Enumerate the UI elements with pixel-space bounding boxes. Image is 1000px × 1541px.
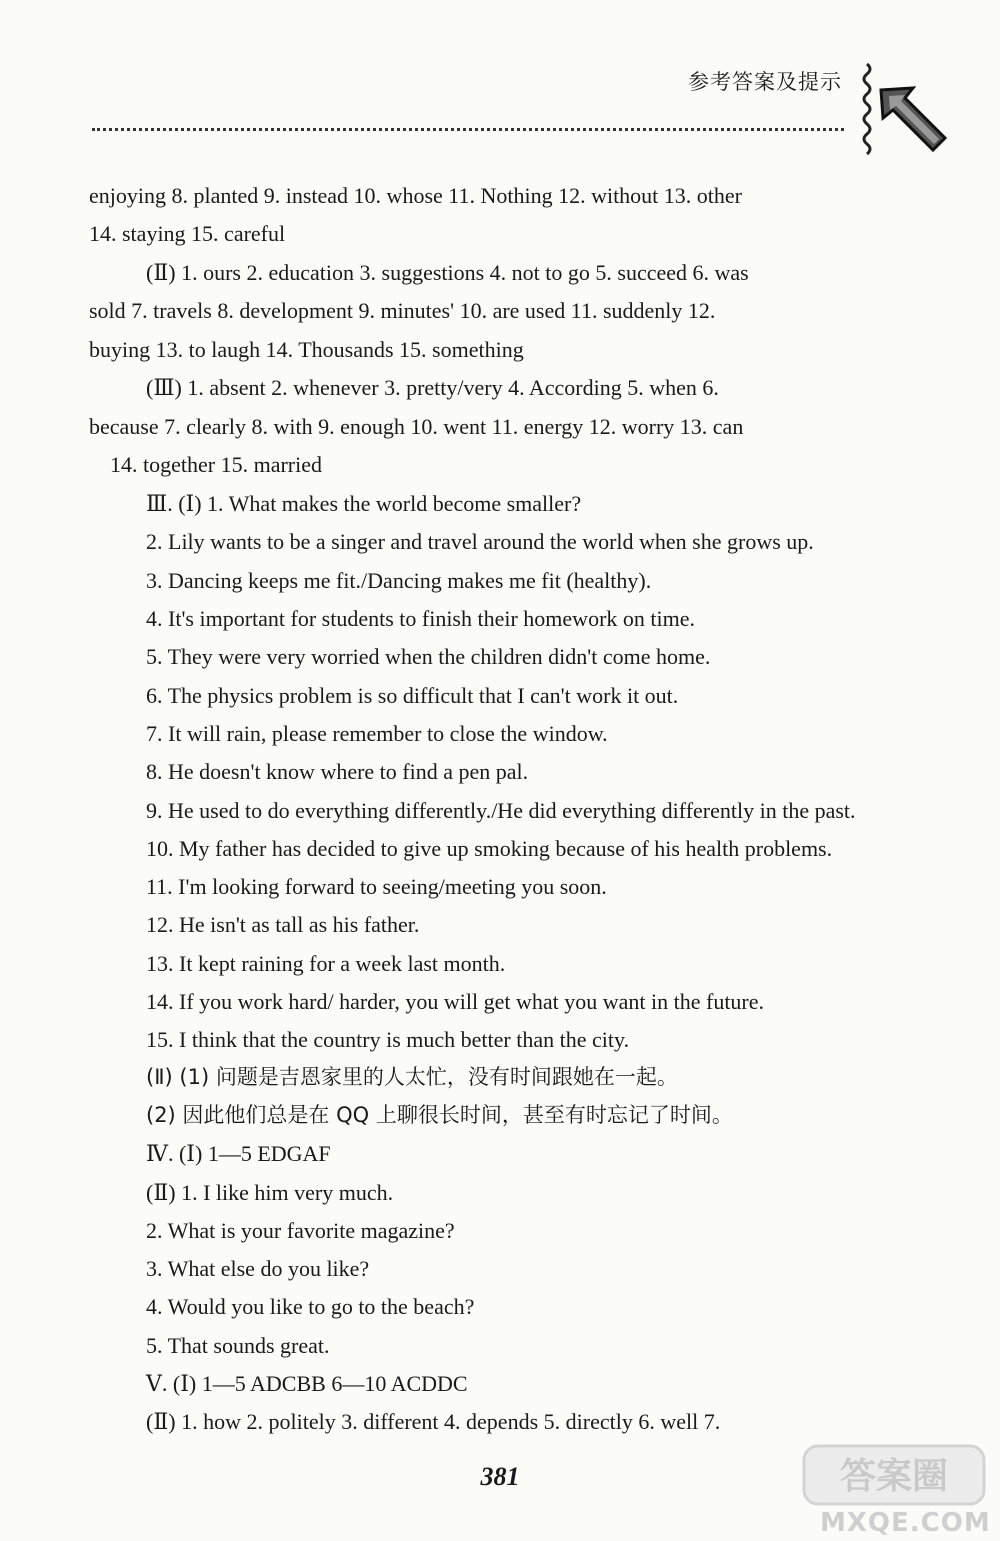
answer-line: 3. What else do you like? — [146, 1256, 370, 1281]
answer-line: 4. It's important for students to finish their homework on time. — [146, 606, 696, 631]
answer-line: (Ⅱ) 1. ours 2. education 3. suggestions 4. not to go 5. succeed 6. was — [146, 260, 749, 285]
answer-line: 14. staying 15. careful — [89, 221, 286, 246]
answer-line: (Ⅱ) (1) 问题是吉恩家里的人太忙，没有时间跟她在一起。 — [146, 1065, 678, 1089]
answer-line: 8. He doesn't know where to find a pen pal. — [146, 759, 529, 784]
answer-line: (Ⅲ) 1. absent 2. whenever 3. pretty/very 4. According 5. when 6. — [146, 375, 719, 400]
answer-line: sold 7. travels 8. development 9. minutes' 10. are used 11. suddenly 12. — [89, 298, 716, 323]
answer-line: Ⅳ. (Ⅰ) 1—5 EDGAF — [146, 1141, 331, 1166]
answer-line: 7. It will rain, please remember to close the window. — [146, 721, 608, 746]
answer-line: enjoying 8. planted 9. instead 10. whose 11. Nothing 12. without 13. other — [89, 183, 742, 208]
answer-line: 6. The physics problem is so difficult that I can't work it out. — [146, 683, 679, 708]
answer-line: Ⅴ. (Ⅰ) 1—5 ADCBB 6—10 ACDDC — [146, 1371, 468, 1396]
watermark-logo-text: 答案圈 — [839, 1456, 949, 1497]
page-number: 381 — [480, 1462, 520, 1491]
answer-line: buying 13. to laugh 14. Thousands 15. something — [89, 337, 524, 362]
watermark-url: MXQE.COM — [820, 1508, 991, 1538]
answer-line: 5. That sounds great. — [146, 1333, 330, 1358]
answer-line: (Ⅱ) 1. how 2. politely 3. different 4. depends 5. directly 6. well 7. — [146, 1409, 721, 1434]
answer-line: 15. I think that the country is much better than the city. — [146, 1027, 630, 1052]
arrow-icon — [855, 60, 955, 160]
answer-line: because 7. clearly 8. with 9. enough 10. went 11. energy 12. worry 13. can — [89, 414, 744, 439]
header-dotted-divider — [92, 128, 844, 131]
answer-line: 4. Would you like to go to the beach? — [146, 1294, 475, 1319]
answer-line: 14. If you work hard/ harder, you will get what you want in the future. — [146, 989, 765, 1014]
answer-line: 3. Dancing keeps me fit./Dancing makes me fit (healthy). — [146, 568, 652, 593]
answer-line: 9. He used to do everything differently./He did everything differently in the past. — [146, 798, 856, 823]
answer-line: 11. I'm looking forward to seeing/meeting you soon. — [146, 874, 607, 899]
answer-line: 14. together 15. married — [110, 452, 322, 477]
answer-line: 2. What is your favorite magazine? — [146, 1218, 455, 1243]
answer-line: 10. My father has decided to give up smoking because of his health problems. — [146, 836, 833, 861]
answer-line: 12. He isn't as tall as his father. — [146, 912, 420, 937]
answer-line: (2) 因此他们总是在 QQ 上聊很长时间，甚至有时忘记了时间。 — [146, 1103, 733, 1127]
header-title: 参考答案及提示 — [688, 70, 842, 94]
answer-line: 5. They were very worried when the children didn't come home. — [146, 644, 711, 669]
answer-line: Ⅲ. (Ⅰ) 1. What makes the world become smaller? — [146, 491, 582, 516]
answer-line: (Ⅱ) 1. I like him very much. — [146, 1180, 394, 1205]
answer-line: 2. Lily wants to be a singer and travel around the world when she grows up. — [146, 529, 814, 554]
answer-line: 13. It kept raining for a week last month. — [146, 951, 506, 976]
